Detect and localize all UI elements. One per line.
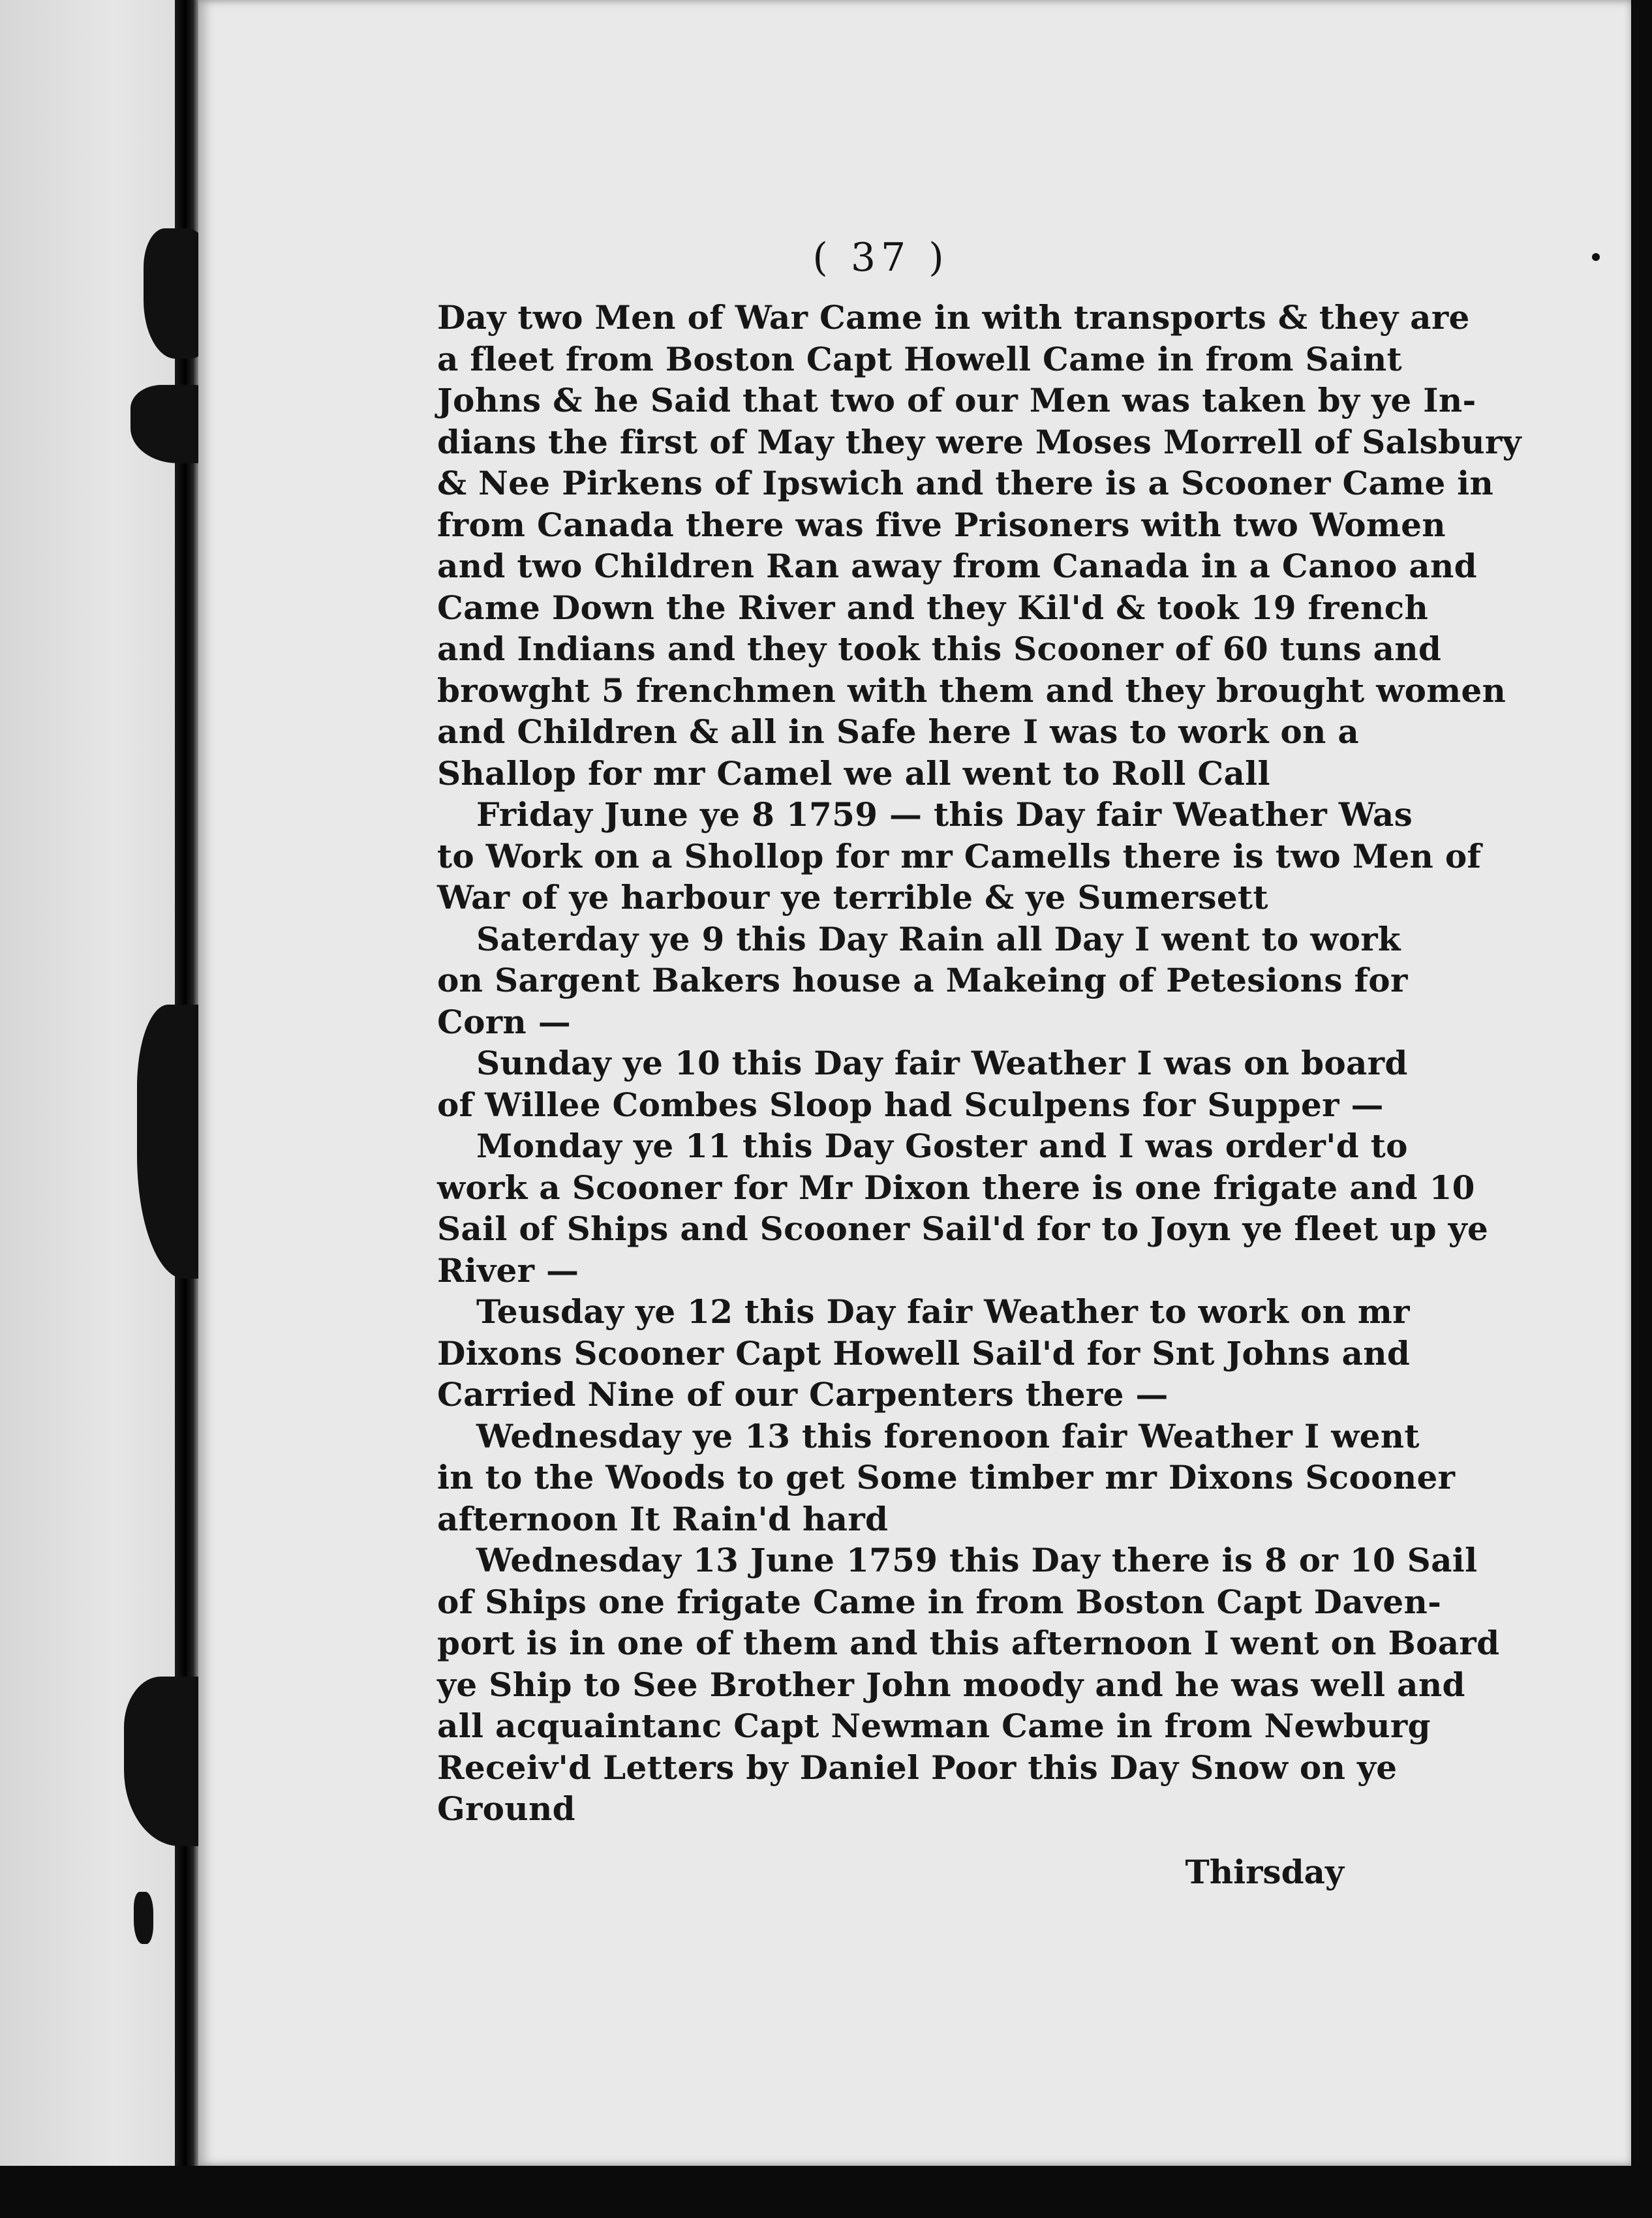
text-line: browght 5 frenchmen with them and they brought women [437, 671, 1507, 710]
text-line: port is in one of them and this afternoon I went on Board [437, 1624, 1500, 1662]
ink-speck [1592, 253, 1600, 261]
page-number: ( 37 ) [812, 235, 949, 281]
entry-saturday-9: Saterday ye 9 this Day Rain all Day I went to work [476, 919, 1401, 958]
entry-tuesday-12: Teusday ye 12 this Day fair Weather to work on mr [476, 1292, 1410, 1331]
catchword: Thirsday [1185, 1853, 1344, 1891]
journal-text [437, 297, 1522, 1830]
text-line: Day two Men of War Came in with transports & they are [437, 298, 1470, 337]
text-line: from Canada there was five Prisoners with two Women [437, 505, 1446, 544]
entry-wednesday-13-june: Wednesday 13 June 1759 this Day there is 8 or 10 Sail [476, 1541, 1478, 1579]
text-line: River — [437, 1251, 579, 1290]
text-line: Dixons Scooner Capt Howell Sail'd for Snt Johns and [437, 1333, 1411, 1373]
text-line: dians the first of May they were Moses Morrell of Salsbury [437, 422, 1522, 461]
text-line: Carried Nine of our Carpenters there — [437, 1375, 1169, 1414]
text-line: on Sargent Bakers house a Makeing of Petesions for [437, 961, 1408, 999]
text-line: all acquaintanc Capt Newman Came in from Newburg [437, 1707, 1431, 1745]
binding-tear [134, 1892, 153, 1944]
text-line: Shallop for mr Camel we all went to Roll Call [437, 753, 1270, 793]
text-line: Receiv'd Letters by Daniel Poor this Day Snow on ye [437, 1748, 1398, 1787]
text-line: to Work on a Shollop for mr Camells there is two Men of [437, 836, 1482, 875]
text-line: in to the Woods to get Some timber mr Dixons Scooner [437, 1458, 1456, 1496]
text-line: ye Ship to See Brother John moody and he was well and [437, 1665, 1465, 1704]
text-line: work a Scooner for Mr Dixon there is one frigate and 10 [437, 1168, 1475, 1207]
text-line: Sail of Ships and Scooner Sail'd for to Joyn ye fleet up ye [437, 1209, 1489, 1248]
text-line: and two Children Ran away from Canada in a Canoo and [437, 547, 1477, 585]
text-line: a fleet from Boston Capt Howell Came in from Saint [437, 339, 1402, 378]
text-line: of Ships one frigate Came in from Boston Capt Daven- [437, 1582, 1442, 1621]
text-line: of Willee Combes Sloop had Sculpens for Supper — [437, 1085, 1384, 1124]
text-line: War of ye harbour ye terrible & ye Sumersett [437, 878, 1268, 917]
text-line: Johns & he Said that two of our Men was taken by ye In- [437, 381, 1476, 419]
text-line: and Children & all in Safe here I was to work on a [437, 712, 1360, 751]
text-line: Corn — [437, 1002, 572, 1041]
text-line: and Indians and they took this Scooner of 60 tuns and [437, 630, 1442, 668]
entry-sunday-10: Sunday ye 10 this Day fair Weather I was on board [476, 1044, 1408, 1082]
entry-monday-11: Monday ye 11 this Day Goster and I was order'd to [476, 1127, 1408, 1165]
scan-right-border [1631, 0, 1652, 2218]
text-line: Ground [437, 1789, 575, 1828]
text-line: afternoon It Rain'd hard [437, 1499, 889, 1538]
scan-bottom-border [0, 2166, 1652, 2218]
text-line: & Nee Pirkens of Ipswich and there is a Scooner Came in [437, 464, 1494, 502]
entry-friday-june-8: Friday June ye 8 1759 — this Day fair Weather Was [476, 795, 1413, 834]
entry-wednesday-13: Wednesday ye 13 this forenoon fair Weather I went [476, 1416, 1420, 1455]
text-line: Came Down the River and they Kil'd & took 19 french [437, 588, 1429, 627]
